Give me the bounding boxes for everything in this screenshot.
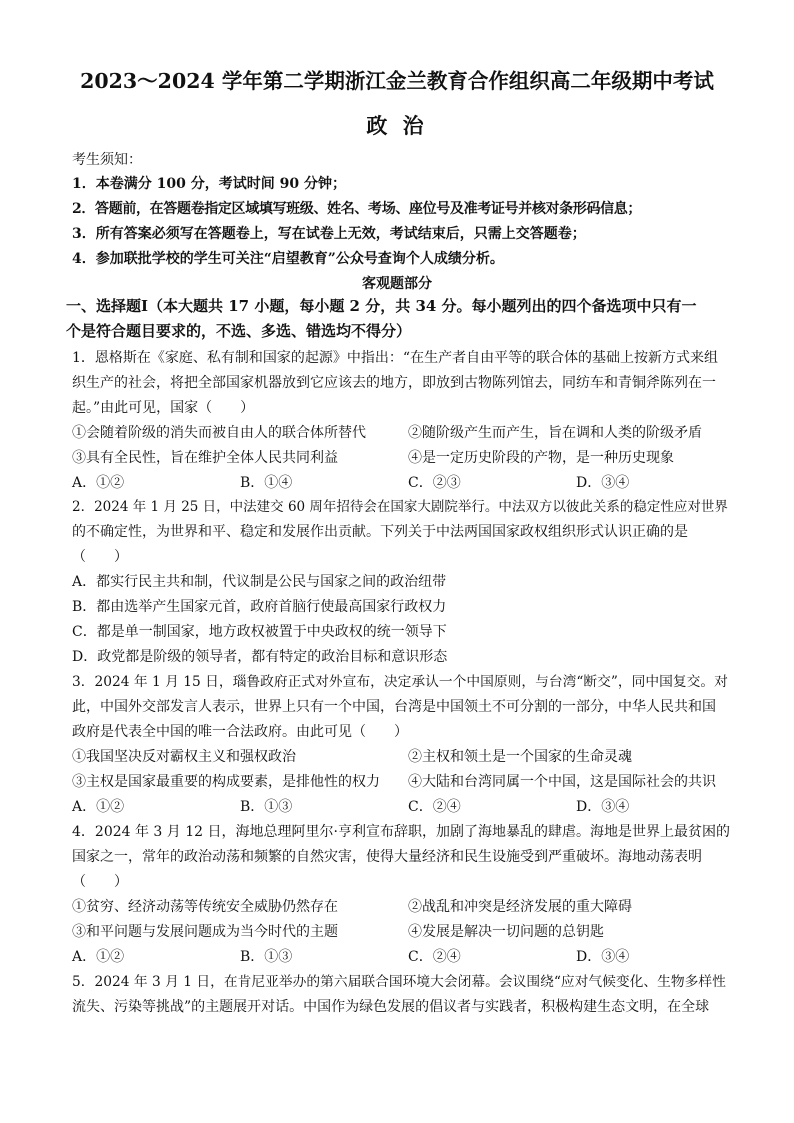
answer-option: C．都是单一制国家，地方政权被置于中央政权的统一领导下 [72,624,447,640]
answer-option: B．都由选举产生国家元首，政府首脑行使最高国家行政权力 [72,599,447,615]
question-stem: 织生产的社会，将把全部国家机器放到它应该去的地方，即放到古物陈列馆去，同纺车和青铜斧陈列在一 [72,375,716,391]
statement: ④大陆和台湾同属一个中国，这是国际社会的共识 [408,774,716,790]
statement: ①会随着阶级的消失而被自由人的联合体所替代 [72,425,366,441]
question-stem: 的不确定性，为世界和平、稳定和发展作出贡献。下列关于中法两国国家政权组织形式认识正确的是 [72,524,688,540]
question-stem: （ ） [72,549,128,565]
answer-option: A．①② [72,949,125,965]
answer-option: D．③④ [576,475,630,491]
question-stem: 政府是代表全中国的唯一合法政府。由此可见（ ） [72,724,408,740]
exam-title: 2023～2024 学年第二学期浙江金兰教育合作组织高二年级期中考试 [80,69,714,93]
notice-item: 2．答题前，在答题卷指定区域填写班级、姓名、考场、座位号及准考证号并核对条形码信息； [72,201,642,217]
notice-item: 4．参加联批学校的学生可关注“启望教育”公众号查询个人成绩分析。 [72,251,504,267]
answer-option: C．②③ [408,475,461,491]
statement: ③具有全民性，旨在维护全体人民共同利益 [72,450,338,466]
answer-option: C．②④ [408,799,461,815]
question-stem: 5．2024 年 3 月 1 日，在肯尼亚举办的第六届联合国环境大会闭幕。会议围绕“应对气候变化、生物多样性 [72,974,726,990]
question-stem: 国家之一，常年的政治动荡和频繁的自然灾害，使得大量经济和民生设施受到严重破坏。海地动荡表明 [72,849,702,865]
question-stem: 1．恩格斯在《家庭、私有制和国家的起源》中指出：“在生产者自由平等的联合体的基础上按新方式来组 [72,350,719,366]
part-heading: 一、选择题Ⅰ（本大题共 17 小题，每小题 2 分，共 34 分。每小题列出的四个备选项中只有一 [66,297,697,315]
statement: ③和平问题与发展问题成为当今时代的主题 [72,924,338,940]
answer-option: D．③④ [576,949,630,965]
subject-title: 政 治 [366,113,428,138]
statement: ④是一定历史阶段的产物，是一种历史现象 [408,450,674,466]
statement: ①我国坚决反对霸权主义和强权政治 [72,749,296,765]
answer-option: B．①④ [240,475,293,491]
question-stem: 起。”由此可见，国家（ ） [72,400,255,416]
statement: ②战乱和冲突是经济发展的重大障碍 [408,899,632,915]
answer-option: C．②④ [408,949,461,965]
notice-item: 1．本卷满分 100 分，考试时间 90 分钟； [72,176,346,192]
question-stem: 此，中国外交部发言人表示，世界上只有一个中国，台湾是中国领土不可分割的一部分，中华人民共和国 [72,699,716,715]
notice-heading: 考生须知： [72,152,142,168]
notice-item: 3．所有答案必须写在答题卷上，写在试卷上无效，考试结束后，只需上交答题卷； [72,226,586,242]
answer-option: D．政党都是阶级的领导者，都有特定的政治目标和意识形态 [72,649,448,665]
question-stem: （ ） [72,874,128,890]
answer-option: D．③④ [576,799,630,815]
answer-option: A．①② [72,799,125,815]
statement: ③主权是国家最重要的构成要素，是排他性的权力 [72,774,380,790]
answer-option: A．都实行民主共和制，代议制是公民与国家之间的政治纽带 [72,574,447,590]
statement: ②主权和领土是一个国家的生命灵魂 [408,749,632,765]
statement: ②随阶级产生而产生，旨在调和人类的阶级矛盾 [408,425,702,441]
answer-option: A．①② [72,475,125,491]
statement: ①贫穷、经济动荡等传统安全威胁仍然存在 [72,899,338,915]
answer-option: B．①③ [240,799,293,815]
part-heading: 个是符合题目要求的，不选、多选、错选均不得分） [66,322,412,340]
statement: ④发展是解决一切问题的总钥匙 [408,924,604,940]
section-title: 客观题部分 [362,276,432,292]
answer-option: B．①③ [240,949,293,965]
question-stem: 3．2024 年 1 月 15 日，瑙鲁政府正式对外宣布，决定承认一个中国原则，与台湾“断交”，同中国复交。对 [72,674,728,690]
question-stem: 4．2024 年 3 月 12 日，海地总理阿里尔·亨利宣布辞职，加剧了海地暴乱的肆虐。海地是世界上最贫困的 [72,824,730,840]
question-stem: 流失、污染等挑战”的主题展开对话。中国作为绿色发展的倡议者与实践者，积极构建生态文明，在全球 [72,999,710,1015]
question-stem: 2．2024 年 1 月 25 日，中法建交 60 周年招待会在国家大剧院举行。中法双方以彼此关系的稳定性应对世界 [72,499,728,515]
